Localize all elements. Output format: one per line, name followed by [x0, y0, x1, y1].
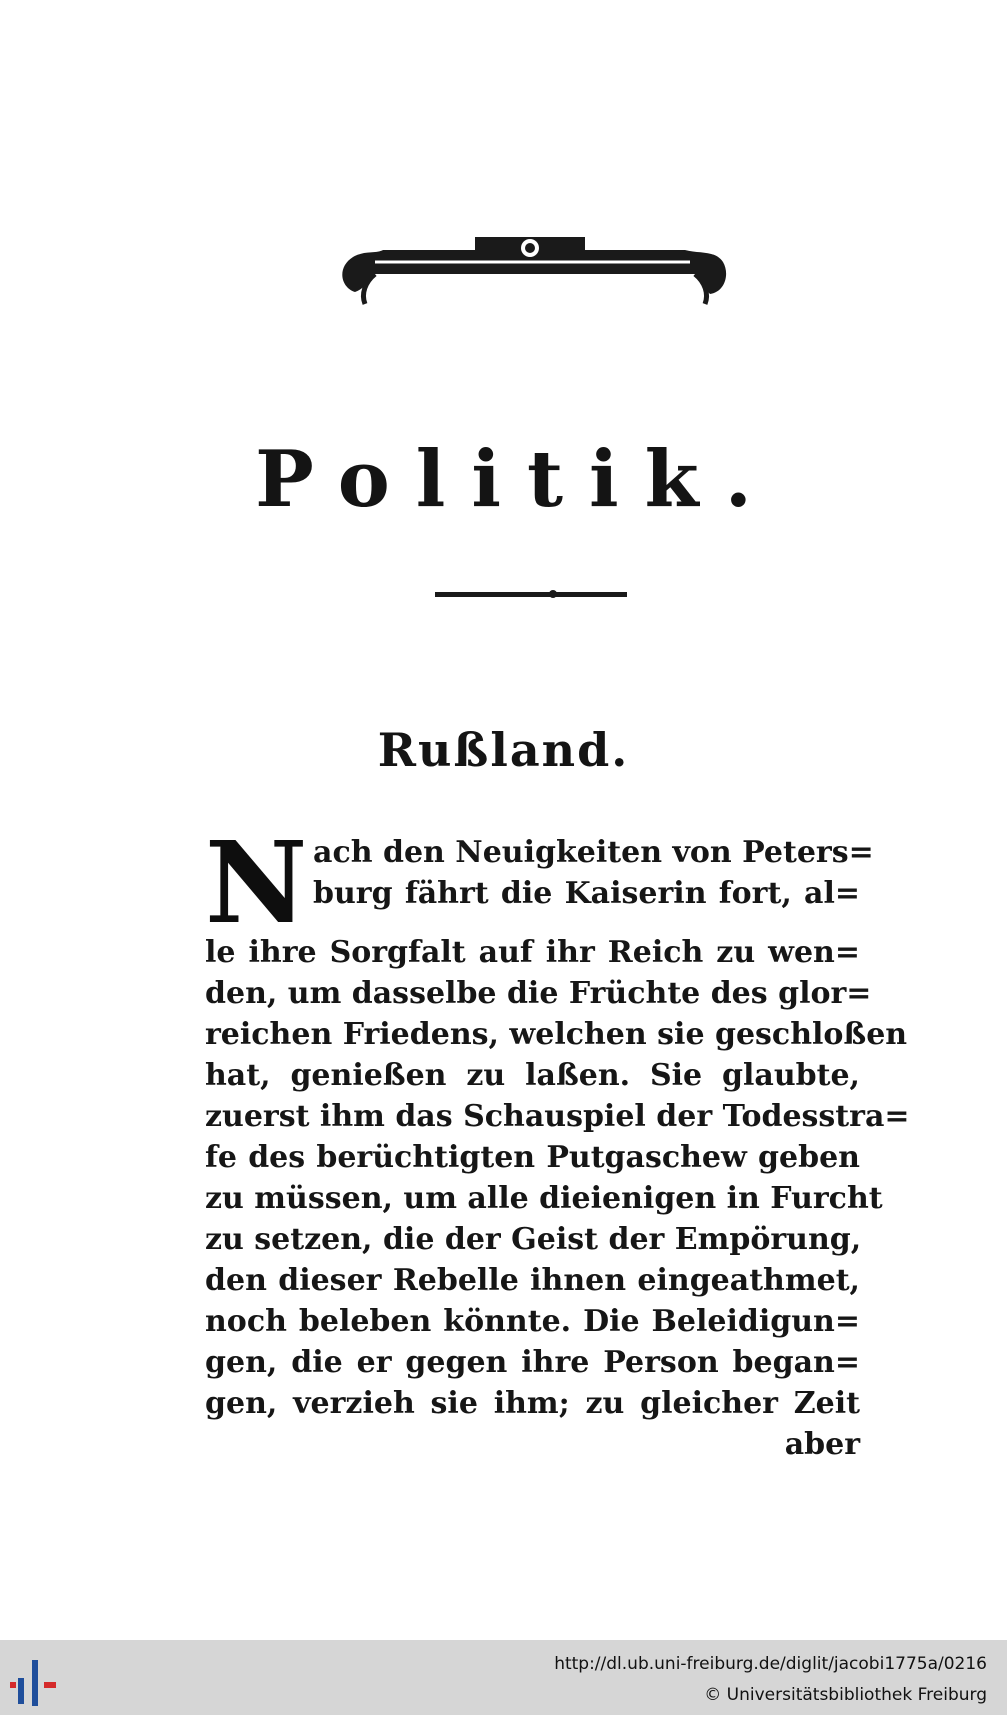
text-line: den dieser Rebelle ihnen eingeathmet, — [205, 1263, 860, 1298]
text-line: gen, die er gegen ihre Person began= — [205, 1345, 860, 1380]
text-line: burg fährt die Kaiserin fort, al= — [313, 876, 860, 911]
text-line: zu setzen, die der Geist der Empörung, — [205, 1222, 862, 1257]
text-line: ach den Neuigkeiten von Peters= — [313, 835, 874, 870]
ornament-icon — [335, 232, 730, 312]
text-line: le ihre Sorgfalt auf ihr Reich zu wen= — [205, 935, 860, 970]
library-logo-icon — [10, 1658, 64, 1710]
text-line: fe des berüchtigten Putgaschew geben — [205, 1140, 860, 1175]
text-line: noch beleben könnte. Die Beleidigun= — [205, 1304, 860, 1339]
copyright-notice: © Universitätsbibliothek Freiburg — [704, 1685, 987, 1705]
text-line: gen, verzieh sie ihm; zu gleicher Zeit — [205, 1386, 860, 1421]
text-line: zu müssen, um alle dieienigen in Furcht — [205, 1181, 883, 1216]
viewer-footer — [0, 1640, 1007, 1715]
permalink-url[interactable]: http://dl.ub.uni-freiburg.de/diglit/jacobi1775a/0216 — [554, 1654, 987, 1674]
section-heading: Rußland. — [377, 723, 630, 777]
catchword: aber — [784, 1427, 860, 1462]
text-line: hat, genießen zu laßen. Sie glaubte, — [205, 1058, 860, 1093]
divider-rule — [435, 588, 627, 602]
body-text — [205, 818, 910, 1465]
drop-cap: N — [205, 818, 308, 949]
text-line: den, um dasselbe die Früchte des glor= — [205, 976, 872, 1011]
text-line: zuerst ihm das Schauspiel der Todesstra= — [205, 1099, 910, 1134]
text-line: reichen Friedens, welchen sie geschloßen — [205, 1017, 908, 1052]
page-title: Politik. — [255, 434, 778, 525]
